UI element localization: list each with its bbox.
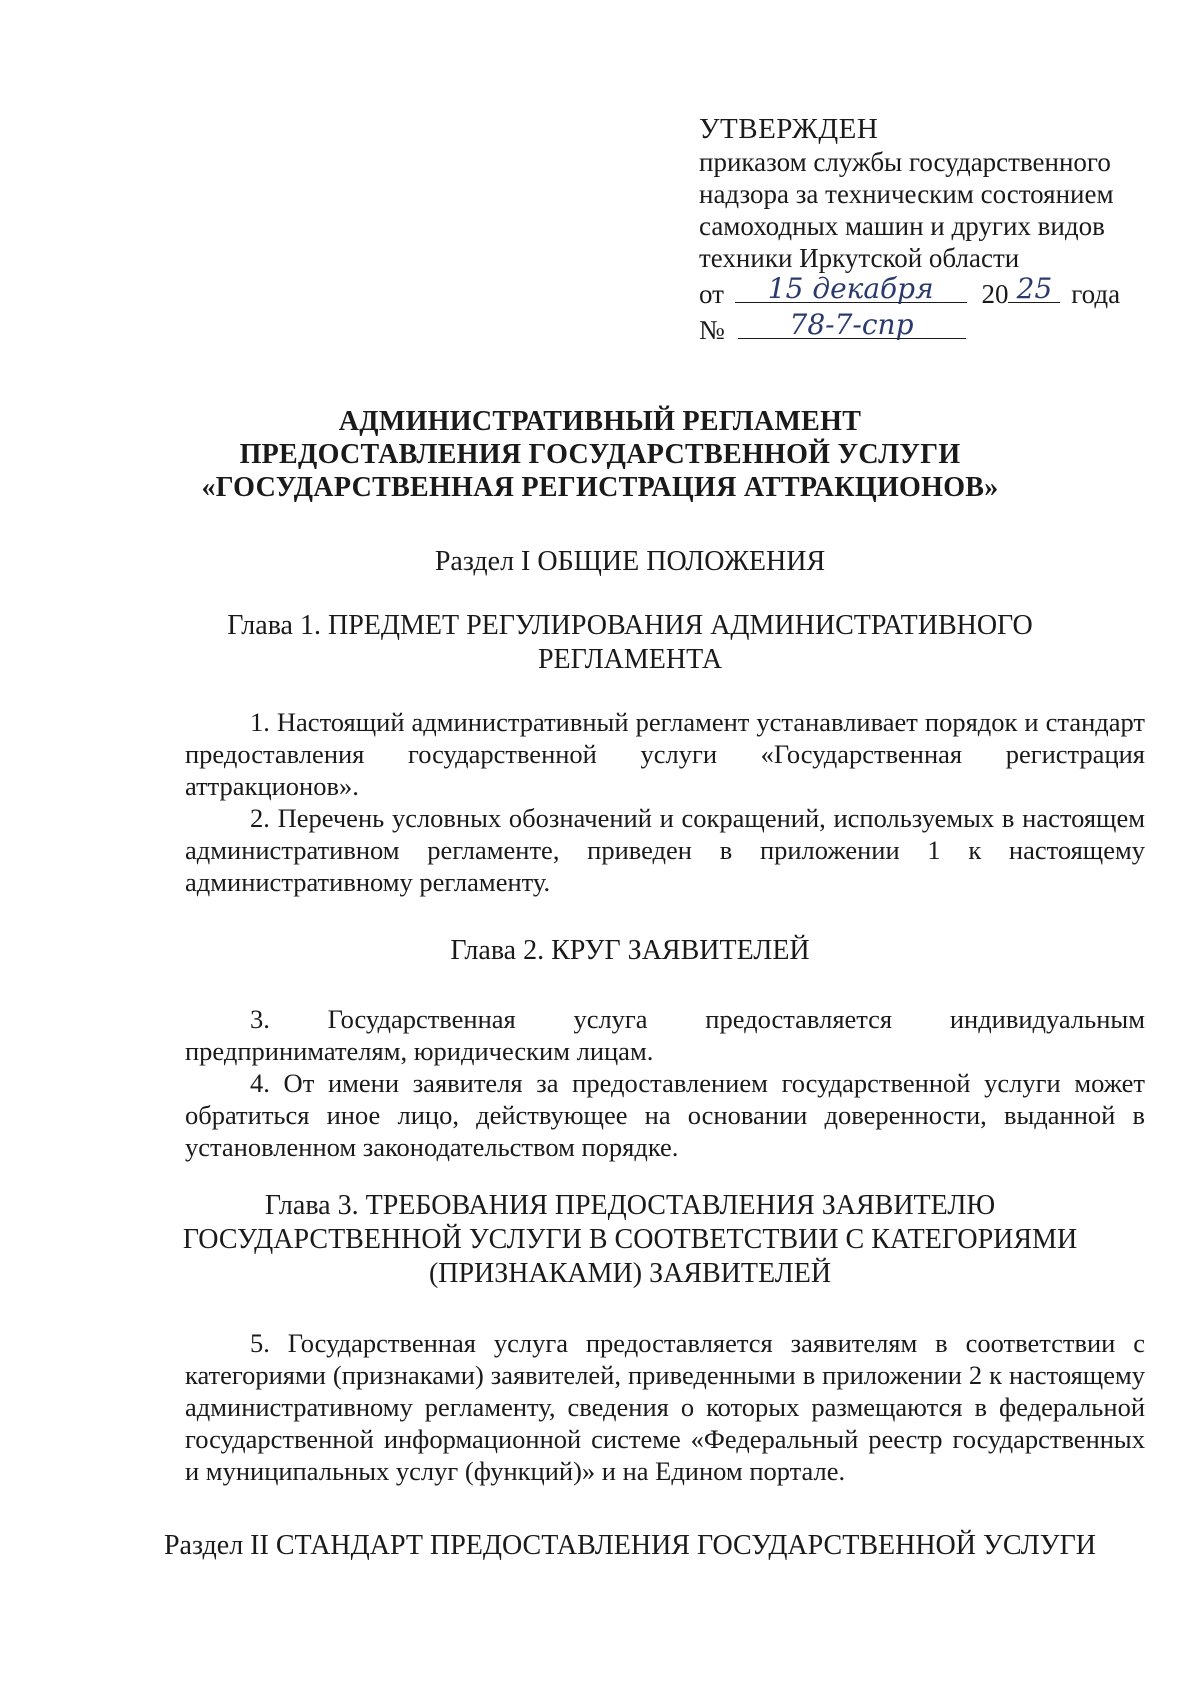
chapter-2-heading: Глава 2. КРУГ ЗАЯВИТЕЛЕЙ xyxy=(450,935,810,966)
paragraph-3: 3. Государственная услуга предоставляется индивидуальным предпринимателям, юридическим лицам. xyxy=(185,1004,1145,1066)
approval-number-row xyxy=(699,310,1139,346)
number-field xyxy=(738,310,966,339)
paragraph-2: 2. Перечень условных обозначений и сокращений, используемых в настоящем административном регламенте, приведен в приложении 1 к настоящему административному регламенту. xyxy=(185,803,1145,897)
chapter-3-body xyxy=(185,1327,1145,1487)
paragraph-5: 5. Государственная услуга предоставляется заявителям в соответствии с категориями (признаками) заявителей, приведенными в приложении 2 к настоящему административному регламенту, сведения о которых размещаются в федеральной государственной информационной системе «Федеральный реестр государственных и муниципальных услуг (функций)» и на Едином портале. xyxy=(185,1328,1145,1486)
approval-line-2: надзора за техническим состоянием xyxy=(699,179,1114,209)
approval-line-1: приказом службы государственного xyxy=(699,147,1111,177)
chapter-1-heading-line-2: РЕГЛАМЕНТА xyxy=(537,644,723,675)
chapter-3-heading-line-3: (ПРИЗНАКАМИ) ЗАЯВИТЕЛЕЙ xyxy=(428,1258,832,1289)
approval-line-4: техники Иркутской области xyxy=(699,243,1020,273)
chapter-1-body xyxy=(185,706,1145,898)
title-line-3: «ГОСУДАРСТВЕННАЯ РЕГИСТРАЦИЯ АТТРАКЦИОНОВ» xyxy=(201,472,999,503)
chapter-1-heading-line-1: Глава 1. ПРЕДМЕТ РЕГУЛИРОВАНИЯ АДМИНИСТРАТИВНОГО xyxy=(227,610,1033,641)
section-1-heading: Раздел I ОБЩИЕ ПОЛОЖЕНИЯ xyxy=(434,546,826,577)
section-2-heading: Раздел II СТАНДАРТ ПРЕДОСТАВЛЕНИЯ ГОСУДАРСТВЕННОЙ УСЛУГИ xyxy=(163,1530,1097,1561)
document-title xyxy=(150,405,1050,504)
handwritten-year: 25 xyxy=(1016,272,1053,305)
chapter-3-heading-line-1: Глава 3. ТРЕБОВАНИЯ ПРЕДОСТАВЛЕНИЯ ЗАЯВИТЕЛЮ xyxy=(264,1190,996,1221)
chapter-3-heading xyxy=(150,1189,1110,1291)
number-prefix: № xyxy=(699,315,725,345)
chapter-3-heading-line-2: ГОСУДАРСТВЕННОЙ УСЛУГИ В СООТВЕТСТВИИ С КАТЕГОРИЯМИ xyxy=(182,1224,1078,1255)
handwritten-number: 78-7-спр xyxy=(789,308,914,341)
approval-block xyxy=(699,113,1139,346)
chapter-2-body xyxy=(185,1003,1145,1163)
approval-date-row xyxy=(699,274,1139,310)
title-line-2: ПРЕДОСТАВЛЕНИЯ ГОСУДАРСТВЕННОЙ УСЛУГИ xyxy=(239,439,961,470)
year-suffix: года xyxy=(1071,279,1121,309)
approval-title: УТВЕРЖДЕН xyxy=(699,113,879,145)
handwritten-date: 15 декабря xyxy=(767,272,934,305)
year-field xyxy=(1008,274,1060,303)
year-prefix: 20 xyxy=(981,279,1009,309)
approval-line-3: самоходных машин и других видов xyxy=(699,211,1105,241)
chapter-1-heading xyxy=(150,609,1110,677)
paragraph-4: 4. От имени заявителя за предоставлением государственной услуги может обратиться иное лицо, действующее на основании доверенности, выданной в установленном законодательством порядке. xyxy=(185,1068,1145,1162)
paragraph-1: 1. Настоящий административный регламент устанавливает порядок и стандарт предоставления государственной услуги «Государственная регистрация аттракционов». xyxy=(185,707,1145,801)
date-field xyxy=(735,274,967,303)
date-prefix: от xyxy=(699,279,724,309)
title-line-1: АДМИНИСТРАТИВНЫЙ РЕГЛАМЕНТ xyxy=(338,406,862,437)
